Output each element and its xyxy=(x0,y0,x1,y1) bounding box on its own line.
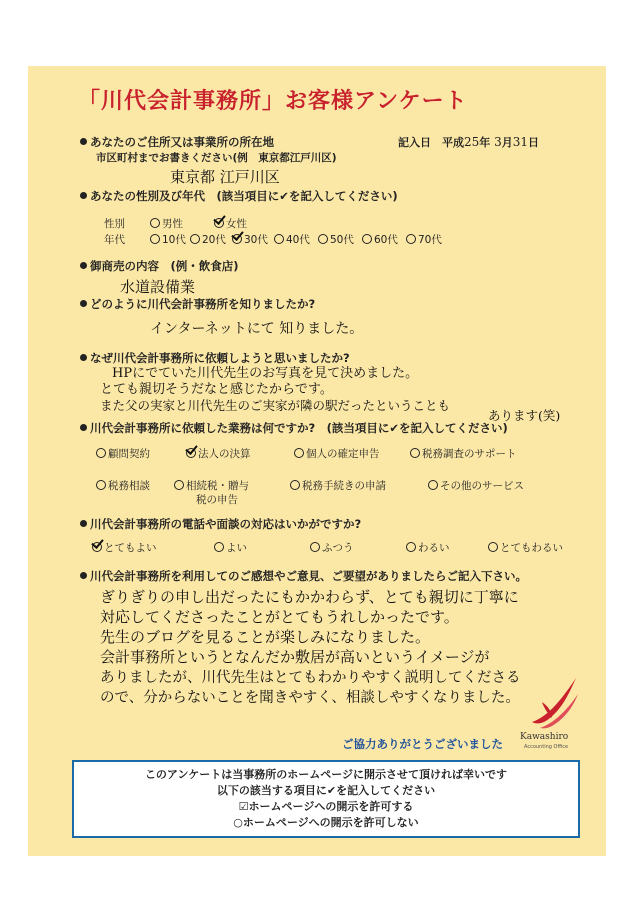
service-option-other[interactable]: その他のサービス xyxy=(428,478,524,493)
q8-answer-line: ありましたが、川代先生はとてもわかりやすく説明してくださる xyxy=(100,670,521,686)
radio-circle-icon: ○ xyxy=(233,816,243,829)
response-option-very-good[interactable]: とてもよい xyxy=(92,540,157,555)
response-option-very-bad[interactable]: とてもわるい xyxy=(488,540,563,555)
response-option-bad[interactable]: わるい xyxy=(406,540,450,555)
check-mark-icon xyxy=(232,234,242,244)
logo-subtitle: Accounting Office xyxy=(524,744,569,750)
disclosure-line2: 以下の該当する項目に✔を記入してください xyxy=(216,784,436,797)
age-option-20s[interactable]: 20代 xyxy=(190,232,226,247)
bullet-icon xyxy=(80,192,87,199)
radio-circle-icon xyxy=(410,448,420,458)
gender-option-male[interactable]: 男性 xyxy=(150,216,183,231)
check-mark-icon xyxy=(186,448,196,458)
q5-answer-line: とても親切そうだなと感じたからです。 xyxy=(100,382,333,397)
disclosure-line1: このアンケートは当事務所のホームページに開示させて頂ければ幸いです xyxy=(144,768,508,781)
check-mark-icon xyxy=(214,218,224,228)
page-title: 「川代会計事務所」お客様アンケート xyxy=(78,89,468,114)
service-option-procedures[interactable]: 税務手続きの申請 xyxy=(290,478,386,493)
check-mark-icon xyxy=(92,542,102,552)
age-option-10s[interactable]: 10代 xyxy=(150,232,186,247)
service-option-advisory[interactable]: 顧問契約 xyxy=(96,446,150,461)
q8-answer-line: 対応してくださったことがとてもうれしかったです。 xyxy=(100,608,459,626)
q4-answer: インターネットにて 知りました。 xyxy=(150,321,364,337)
bullet-icon xyxy=(80,572,87,579)
check-mark-icon: ☑ xyxy=(238,800,249,813)
radio-circle-icon xyxy=(150,234,160,244)
gender-option-female[interactable]: 女性 xyxy=(214,216,247,231)
q8-answer-line: ぎりぎりの申し出だったにもかかわらず、とても親切に丁寧に xyxy=(100,588,519,606)
disclosure-allow[interactable]: ☑ホームページへの開示を許可する xyxy=(238,800,414,813)
radio-circle-icon xyxy=(406,234,416,244)
logo-name: Kawashiro xyxy=(520,732,569,742)
age-option-60s[interactable]: 60代 xyxy=(362,232,398,247)
age-option-50s[interactable]: 50代 xyxy=(318,232,354,247)
radio-circle-icon xyxy=(214,542,224,552)
radio-circle-icon xyxy=(294,448,304,458)
q5-heading: なぜ川代会計事務所に依頼しようと思いましたか? xyxy=(80,350,350,366)
bullet-icon xyxy=(80,300,87,307)
q8-answer-line: 先生のブログを見ることが楽しみになりました。 xyxy=(100,628,431,646)
radio-circle-icon xyxy=(362,234,372,244)
bullet-icon xyxy=(80,262,87,269)
gender-label: 性別 xyxy=(104,218,125,230)
radio-circle-icon xyxy=(290,480,300,490)
radio-circle-icon xyxy=(406,542,416,552)
q1-heading: あなたのご住所又は事業所の所在地 xyxy=(80,134,274,150)
radio-circle-icon xyxy=(174,480,184,490)
q4-heading: どのように川代会計事務所を知りましたか? xyxy=(80,296,315,312)
radio-circle-icon xyxy=(96,448,106,458)
radio-circle-icon xyxy=(310,542,320,552)
age-option-40s[interactable]: 40代 xyxy=(274,232,310,247)
disclosure-deny[interactable]: ○ホームページへの開示を許可しない xyxy=(233,816,419,829)
service-option-inheritance-gift[interactable]: 相続税・贈与 xyxy=(174,478,249,493)
service-option-individual-return[interactable]: 個人の確定申告 xyxy=(294,446,380,461)
q8-heading: 川代会計事務所を利用してのご感想やご意見、ご要望がありましたらご記入下さい。 xyxy=(80,568,527,584)
age-label: 年代 xyxy=(104,234,125,246)
bullet-icon xyxy=(80,354,87,361)
kawashiro-logo-icon xyxy=(522,672,582,734)
age-option-70s[interactable]: 70代 xyxy=(406,232,442,247)
q1-note: 市区町村までお書きください(例 東京都江戸川区) xyxy=(96,152,337,164)
response-option-good[interactable]: よい xyxy=(214,540,247,555)
radio-circle-icon xyxy=(274,234,284,244)
service-option-tax-consultation[interactable]: 税務相談 xyxy=(96,478,150,493)
radio-circle-icon xyxy=(150,218,160,228)
q2-heading: あなたの性別及び年代 (該当項目に✔を記入してください) xyxy=(80,188,398,204)
q7-heading: 川代会計事務所の電話や面談の対応はいかがですか? xyxy=(80,516,361,532)
bullet-icon xyxy=(80,138,87,145)
q3-answer: 水道設備業 xyxy=(120,278,196,296)
q5-answer-line: また父の実家と川代先生のご実家が隣の駅だったということも xyxy=(100,398,451,413)
service-option-audit-support[interactable]: 税務調査のサポート xyxy=(410,446,517,461)
q1-answer: 東京都 江戸川区 xyxy=(170,168,280,186)
entry-date: 記入日 平成25年 3月31日 xyxy=(398,135,540,149)
disclosure-box xyxy=(72,760,580,838)
q5-answer-line: あります(笑) xyxy=(488,408,561,423)
service-option-inheritance-gift-line2: 税の申告 xyxy=(196,494,238,506)
radio-circle-icon xyxy=(428,480,438,490)
q3-heading: 御商売の内容 (例・飲食店) xyxy=(80,258,239,274)
q6-heading: 川代会計事務所に依頼した業務は何ですか? (該当項目に✔を記入してください) xyxy=(80,420,508,436)
age-option-30s[interactable]: 30代 xyxy=(232,232,268,247)
response-option-normal[interactable]: ふつう xyxy=(310,540,354,555)
thanks-message: ご協力ありがとうございました xyxy=(342,737,503,751)
radio-circle-icon xyxy=(96,480,106,490)
q8-answer-line: ので、分からないことを聞きやすく、相談しやすくなりました。 xyxy=(100,690,520,706)
service-option-corporate-settlement[interactable]: 法人の決算 xyxy=(186,446,251,461)
bullet-icon xyxy=(80,520,87,527)
radio-circle-icon xyxy=(318,234,328,244)
radio-circle-icon xyxy=(488,542,498,552)
q5-answer-line: HPにでていた川代先生のお写真を見て決めました。 xyxy=(112,366,419,381)
radio-circle-icon xyxy=(190,234,200,244)
bullet-icon xyxy=(80,424,87,431)
q8-answer-line: 会計事務所というとなんだか敷居が高いというイメージが xyxy=(100,648,490,666)
